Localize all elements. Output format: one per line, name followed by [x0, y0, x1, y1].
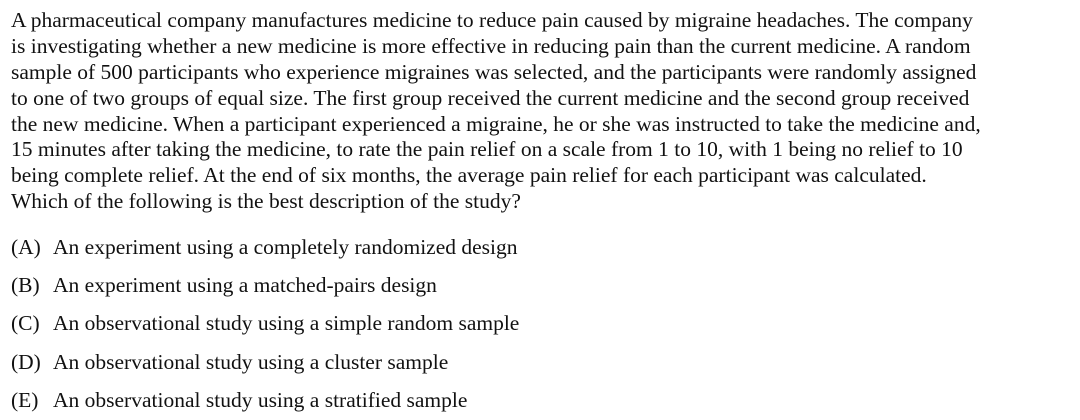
option-text: An observational study using a stratified sample	[53, 388, 468, 413]
question-line: 15 minutes after taking the medicine, to rate the pain relief on a scale from 1 to 10, with 1 being no relief to 10	[11, 137, 963, 162]
question-line: sample of 500 participants who experience migraines was selected, and the participants were randomly assigned	[11, 59, 977, 84]
option-letter: (C)	[11, 311, 40, 336]
option-letter: (E)	[11, 388, 39, 413]
option-a[interactable]	[11, 228, 711, 266]
question-line: to one of two groups of equal size. The first group received the current medicine and the second group received	[11, 85, 970, 110]
question-line: is investigating whether a new medicine is more effective in reducing pain than the current medicine. A random	[11, 33, 971, 58]
option-b[interactable]	[11, 266, 711, 304]
option-text: An experiment using a completely randomized design	[53, 234, 518, 259]
option-c[interactable]	[11, 305, 711, 343]
option-text: An experiment using a matched-pairs design	[53, 273, 437, 298]
question-line: the new medicine. When a participant experienced a migraine, he or she was instructed to take the medicine and,	[11, 111, 981, 136]
option-d[interactable]	[11, 343, 711, 381]
option-letter: (B)	[11, 273, 40, 298]
option-letter: (D)	[11, 349, 41, 374]
question-line: being complete relief. At the end of six months, the average pain relief for each participant was calculated.	[11, 163, 927, 188]
option-e[interactable]	[11, 382, 711, 420]
answer-options	[11, 228, 711, 420]
question-line: A pharmaceutical company manufactures medicine to reduce pain caused by migraine headaches. The company	[11, 8, 973, 32]
option-text: An observational study using a cluster sample	[53, 349, 449, 374]
option-text: An observational study using a simple random sample	[53, 311, 520, 336]
question-stem	[11, 8, 1073, 215]
question-line: Which of the following is the best description of the study?	[11, 189, 521, 214]
option-letter: (A)	[11, 234, 41, 259]
